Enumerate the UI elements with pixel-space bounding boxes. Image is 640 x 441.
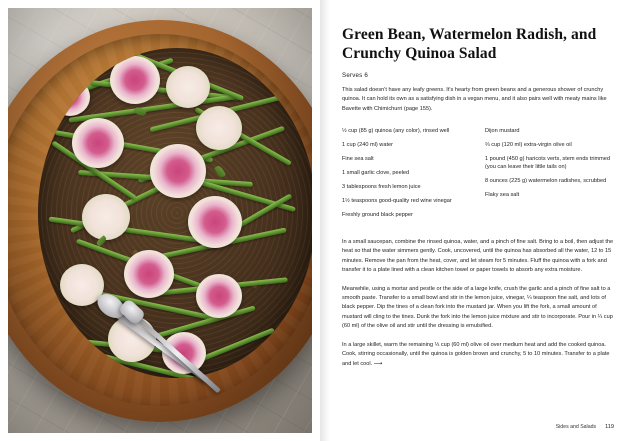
watermelon-radish-slice <box>166 66 210 108</box>
watermelon-radish-slice <box>150 144 206 198</box>
method-step: Meanwhile, using a mortar and pestle or the side of a large knife, crush the garlic and a pinch of fine salt to a smooth paste. Transfer to a small bowl and stir in the lemon juice, vinegar, ¼ teaspoon fine salt, and lots of black pepper. Dip the tines of a clean fork into the mustard jar. When you lift the fork, a small amount of mustard will cling to the tines. Dunk the fork into the lemon juice mixture and stir to incorporate. Pour in ¼ cup (60 ml) of the olive oil and stir until the dressing is emulsified. <box>342 285 613 330</box>
ingredient-item: 3 tablespoons fresh lemon juice <box>342 183 421 190</box>
watermelon-radish-slice <box>50 78 90 116</box>
crunchy-quinoa-bed <box>38 48 312 378</box>
continues-arrow-icon: ⟶ <box>373 361 383 368</box>
watermelon-radish-slice <box>196 274 242 318</box>
footer-section-name: Sides and Salads <box>555 424 597 430</box>
method-steps <box>342 238 614 370</box>
ingredient-item: Flaky sea salt <box>485 192 520 199</box>
ingredient-item: 1 cup (240 ml) water <box>342 141 393 148</box>
method-step-with-continuation <box>342 341 614 370</box>
ingredient-item: 8 ounces (225 g) watermelon radishes, scrubbed <box>485 178 607 185</box>
watermelon-radish-slice <box>72 118 124 168</box>
watermelon-radish-slice <box>82 194 130 240</box>
watermelon-radish-slice <box>196 106 242 150</box>
ingredient-item: 1 small garlic clove, peeled <box>342 169 410 176</box>
ingredients-column-right <box>485 127 614 225</box>
ingredients-column-left <box>342 127 471 225</box>
page-footer <box>342 424 614 430</box>
ingredients-section <box>342 127 614 225</box>
method-step: In a small saucepan, combine the rinsed quinoa, water, and a pinch of fine salt. Bring to a boil, then adjust the heat so that the water simmers gently. Cook, uncovered, until the quinoa has absorbed all the water, 12 to 15 minutes. Remove the pan from the heat, cover, and let steam for 5 minutes. Fluff the quinoa with a fork and transfer it to a plate lined with a clean kitchen towel or paper towels to absorb any extra moisture. <box>342 238 614 274</box>
method-step-text: In a large skillet, warm the remaining ⅓ cup (60 ml) olive oil over medium heat and add the cooked quinoa. Cook, stirring occasionally, until the quinoa is golden brown and crunchy, 5 to 10 minutes. Transfer to a plate and let cool. <box>342 341 610 368</box>
recipe-yield: Serves 6 <box>342 71 369 79</box>
watermelon-radish-slice <box>110 56 160 104</box>
recipe-page <box>320 0 640 441</box>
folio-page-number: 119 <box>605 424 614 430</box>
watermelon-radish-slice <box>124 250 174 298</box>
ingredient-item: Dijon mustard <box>485 127 520 134</box>
ingredient-item: ½ cup (85 g) quinoa (any color), rinsed well <box>342 127 450 134</box>
recipe-title: Green Bean, Watermelon Radish, and Crunchy Quinoa Salad <box>342 26 597 62</box>
recipe-intro: This salad doesn't have any leafy greens. It's hearty from green beans and a generous shower of crunchy quinoa. It can hold its own as a satisfying dish in a vegan menu, and it also pairs well with meaty mains like Bavette with Chimichurri (page 155). <box>342 86 607 112</box>
ingredient-item: Fine sea salt <box>342 155 374 162</box>
ingredient-item: Freshly ground black pepper <box>342 211 413 218</box>
watermelon-radish-slice <box>188 196 242 248</box>
ingredient-item: 1½ teaspoons good-quality red wine vinegar <box>342 197 452 204</box>
ingredient-item: 1 pound (450 g) haricots verts, stem ends trimmed (you can leave their little tails on) <box>485 155 610 171</box>
salad-photograph <box>8 8 312 433</box>
ingredient-item: ⅔ cup (120 ml) extra-virgin olive oil <box>485 141 572 148</box>
